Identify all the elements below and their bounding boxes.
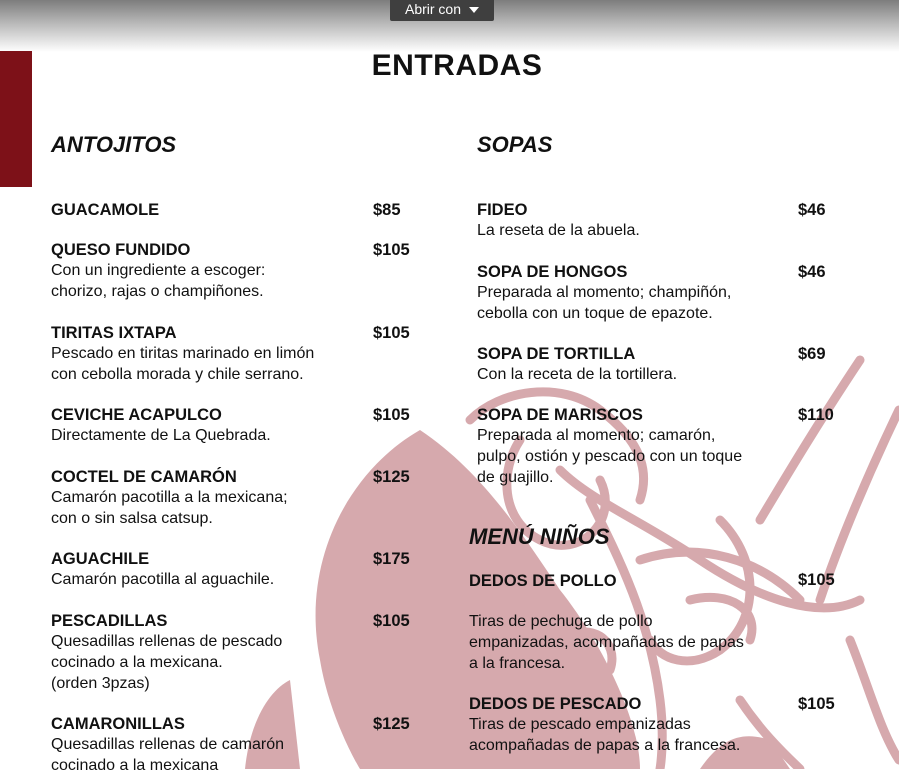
menu-item bbox=[51, 405, 410, 446]
item-description: Quesadillas rellenas de camarón cocinado a la mexicana bbox=[51, 736, 285, 774]
item-description: Quesadillas rellenas de pescado cocinado a la mexicana. (orden 3pzas) bbox=[51, 633, 283, 692]
item-description: Preparada al momento; camarón, pulpo, ostión y pescado con un toque de guajillo. bbox=[477, 427, 743, 486]
item-name: DEDOS DE POLLO bbox=[469, 572, 617, 590]
menu-item bbox=[477, 344, 826, 385]
item-description: Camarón pacotilla al aguachile. bbox=[51, 571, 275, 588]
item-name: TIRITAS IXTAPA bbox=[51, 324, 177, 342]
item-description: Tiras de pescado empanizadas acompañadas de papas a la francesa. bbox=[469, 716, 741, 754]
item-price: $110 bbox=[798, 406, 834, 424]
item-description: Con un ingrediente a escoger: chorizo, rajas o champiñones. bbox=[51, 262, 266, 300]
menu-item bbox=[477, 405, 834, 488]
menu-item bbox=[477, 200, 826, 241]
item-price: $69 bbox=[798, 345, 826, 363]
item-price: $105 bbox=[373, 406, 410, 424]
page-title: ENTRADAS bbox=[371, 49, 543, 82]
menu-item bbox=[469, 571, 835, 674]
item-name: CEVICHE ACAPULCO bbox=[51, 406, 222, 424]
menu-item bbox=[51, 467, 410, 529]
item-name: SOPA DE MARISCOS bbox=[477, 406, 643, 424]
menu-item bbox=[51, 611, 410, 694]
item-name: PESCADILLAS bbox=[51, 612, 168, 630]
menu-item bbox=[51, 714, 410, 776]
open-with-label: Abrir con bbox=[404, 0, 462, 17]
menu-item bbox=[477, 262, 826, 324]
item-price: $85 bbox=[373, 201, 401, 219]
item-name: COCTEL DE CAMARÓN bbox=[51, 468, 237, 486]
item-price: $105 bbox=[373, 324, 410, 342]
menu-item bbox=[469, 694, 835, 756]
section-heading-antojitos: ANTOJITOS bbox=[51, 132, 177, 157]
item-name: FIDEO bbox=[477, 201, 528, 219]
item-price: $125 bbox=[373, 715, 410, 733]
item-name: CAMARONILLAS bbox=[51, 715, 185, 733]
item-price: $175 bbox=[373, 550, 410, 568]
item-name: SOPA DE TORTILLA bbox=[477, 345, 636, 363]
item-name: GUACAMOLE bbox=[51, 201, 160, 219]
item-description: Directamente de La Quebrada. bbox=[51, 427, 271, 444]
item-description: Preparada al momento; champiñón, cebolla con un toque de epazote. bbox=[477, 284, 732, 322]
menu-item bbox=[51, 549, 410, 590]
item-price: $125 bbox=[373, 468, 410, 486]
open-with-button[interactable] bbox=[390, 0, 494, 21]
item-price: $105 bbox=[798, 571, 835, 589]
menu-item bbox=[51, 200, 401, 220]
item-description: Pescado en tiritas marinado en limón con cebolla morada y chile serrano. bbox=[51, 345, 315, 383]
item-description: Con la receta de la tortillera. bbox=[477, 366, 678, 383]
item-description: Tiras de pechuga de pollo empanizadas, acompañadas de papas a la francesa. bbox=[469, 613, 744, 672]
item-name: DEDOS DE PESCADO bbox=[469, 695, 642, 713]
item-price: $46 bbox=[798, 201, 826, 219]
item-price: $105 bbox=[373, 241, 410, 259]
chevron-down-icon bbox=[469, 7, 479, 13]
item-name: AGUACHILE bbox=[51, 550, 150, 568]
section-heading-sopas: SOPAS bbox=[477, 132, 553, 157]
item-price: $105 bbox=[798, 695, 835, 713]
item-name: SOPA DE HONGOS bbox=[477, 263, 628, 281]
menu-item bbox=[51, 323, 410, 385]
item-price: $46 bbox=[798, 263, 826, 281]
item-description: La reseta de la abuela. bbox=[477, 222, 640, 239]
section-heading-menu-ninos: MENÚ NIÑOS bbox=[469, 524, 610, 549]
menu-item bbox=[51, 240, 410, 302]
item-price: $105 bbox=[373, 612, 410, 630]
item-description: Camarón pacotilla a la mexicana; con o sin salsa catsup. bbox=[51, 489, 288, 527]
item-name: QUESO FUNDIDO bbox=[51, 241, 191, 259]
